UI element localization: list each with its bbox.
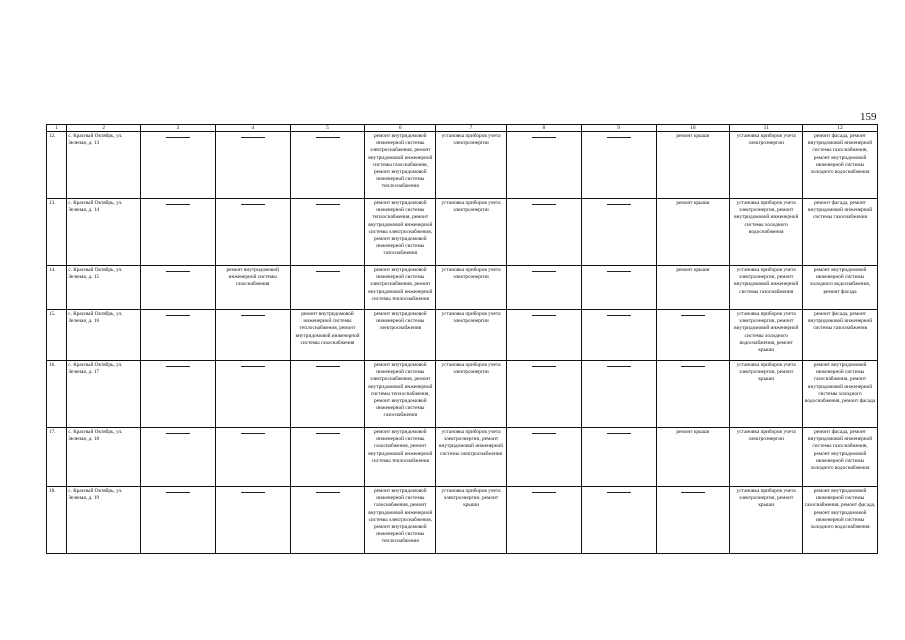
dash-placeholder xyxy=(166,271,190,272)
work-cell-c12: ремонт фасада, ремонт внутридомовой инженерной системы газоснабжения xyxy=(803,310,878,361)
dash-placeholder xyxy=(607,433,631,434)
work-cell-c10 xyxy=(656,361,730,428)
address-cell: с. Красный Октябрь, ул. Зеленая, д. 15 xyxy=(67,266,141,310)
table-row xyxy=(47,310,878,361)
work-cell-c11: установка приборов учета электроэнергии, ремонт крыши xyxy=(730,361,803,428)
column-header: 6 xyxy=(365,125,436,132)
work-cell-c7: установка приборов учета электроэнергии, ремонт внутридомовой инженерной системы электроснабжения xyxy=(436,428,507,487)
work-cell-c7: установка приборов учета электроэнергии xyxy=(436,361,507,428)
work-cell-c6: ремонт внутридомовой инженерной системы теплоснабжения, ремонт внутридомовой инженерной системы электроснабжения, ремонт внутридомовой инженерной системы газоснабжения xyxy=(365,199,436,266)
dash-placeholder xyxy=(166,315,190,316)
column-header: 4 xyxy=(215,125,290,132)
work-cell-c7: установка приборов учета электроэнергии xyxy=(436,310,507,361)
table-row xyxy=(47,487,878,554)
table-row xyxy=(47,199,878,266)
work-cell-c5: ремонт внутридомовой инженерной системы теплоснабжения, ремонт внутридомовой инженерной системы газоснабжения xyxy=(290,310,365,361)
column-header: 1 xyxy=(47,125,67,132)
work-cell-c3 xyxy=(141,310,216,361)
row-number-cell: 18. xyxy=(47,487,67,554)
dash-placeholder xyxy=(607,271,631,272)
table-header-row xyxy=(47,125,878,132)
work-cell-c12: ремонт фасада, ремонт внутридомовой инженерной системы газоснабжения, ремонт внутридомовой инженерной системы холодного водоснабжения xyxy=(803,428,878,487)
address-cell: с. Красный Октябрь, ул. Зеленая, д. 17 xyxy=(67,361,141,428)
column-header: 3 xyxy=(141,125,216,132)
address-cell: с. Красный Октябрь, ул. Зеленая, д. 18 xyxy=(67,428,141,487)
dash-placeholder xyxy=(532,204,556,205)
dash-placeholder xyxy=(241,315,265,316)
repair-schedule-table xyxy=(46,124,878,554)
dash-placeholder xyxy=(607,315,631,316)
dash-placeholder xyxy=(316,204,340,205)
work-cell-c6: ремонт внутридомовой инженерной системы электроснабжения, ремонт внутридомовой инженерной системы теплоснабжения xyxy=(365,266,436,310)
dash-placeholder xyxy=(316,271,340,272)
column-header: 11 xyxy=(730,125,803,132)
work-cell-c12: ремонт внутридомовой инженерной системы газоснабжения, ремонт внутридомовой инженерной системы холодного водоснабжения, ремонт фасада xyxy=(803,361,878,428)
work-cell-c8 xyxy=(506,428,581,487)
address-cell: с. Красный Октябрь, ул. Зеленая, д. 14 xyxy=(67,199,141,266)
work-cell-c9 xyxy=(581,310,656,361)
work-cell-c6: ремонт внутридомовой инженерной системы газоснабжения, ремонт внутридомовой инженерной системы электроснабжения, ремонт внутридомовой инженерной системы теплоснабжения xyxy=(365,487,436,554)
work-cell-c10 xyxy=(656,310,730,361)
page-number: 159 xyxy=(860,111,877,123)
work-cell-c9 xyxy=(581,266,656,310)
work-cell-c3 xyxy=(141,487,216,554)
dash-placeholder xyxy=(681,366,705,367)
dash-placeholder xyxy=(166,137,190,138)
dash-placeholder xyxy=(532,433,556,434)
work-cell-c9 xyxy=(581,199,656,266)
dash-placeholder xyxy=(681,315,705,316)
work-cell-c11: установка приборов учета электроэнергии, ремонт внутридомовой инженерной системы газоснабжения xyxy=(730,266,803,310)
work-cell-c8 xyxy=(506,310,581,361)
work-cell-c9 xyxy=(581,361,656,428)
work-cell-c4 xyxy=(215,199,290,266)
work-cell-c12: ремонт внутридомовой инженерной системы газоснабжения, ремонт фасада, ремонт внутридомовой инженерной системы холодного водоснабжения xyxy=(803,487,878,554)
table-row xyxy=(47,132,878,199)
dash-placeholder xyxy=(166,433,190,434)
work-cell-c6: ремонт внутридомовой инженерной системы электроснабжения xyxy=(365,310,436,361)
work-cell-c12: ремонт фасада, ремонт внутридомовой инженерной системы газоснабжения, ремонт внутридомовой инженерной системы холодного водоснабжения xyxy=(803,132,878,199)
work-cell-c6: ремонт внутридомовой инженерной системы электроснабжения, ремонт внутридомовой инженерной системы теплоснабжения, ремонт внутридомовой инженерной системы газоснабжения xyxy=(365,361,436,428)
work-cell-c3 xyxy=(141,266,216,310)
work-cell-c4: ремонт внутридомовой инженерной системы газоснабжения xyxy=(215,266,290,310)
column-header: 12 xyxy=(803,125,878,132)
dash-placeholder xyxy=(532,271,556,272)
column-header: 7 xyxy=(436,125,507,132)
work-cell-c7: установка приборов учета электроэнергии, ремонт крыши xyxy=(436,487,507,554)
work-cell-c3 xyxy=(141,361,216,428)
table-row xyxy=(47,266,878,310)
work-cell-c12: ремонт внутридомовой инженерной системы холодного водоснабжения, ремонт фасада xyxy=(803,266,878,310)
dash-placeholder xyxy=(607,492,631,493)
column-header: 2 xyxy=(67,125,141,132)
work-cell-c10: ремонт крыши xyxy=(656,132,730,199)
table-row xyxy=(47,361,878,428)
row-number-cell: 13. xyxy=(47,199,67,266)
work-cell-c10: ремонт крыши xyxy=(656,199,730,266)
work-cell-c4 xyxy=(215,310,290,361)
dash-placeholder xyxy=(241,366,265,367)
work-cell-c8 xyxy=(506,487,581,554)
dash-placeholder xyxy=(607,204,631,205)
address-cell: с. Красный Октябрь, ул. Зеленая, д. 16 xyxy=(67,310,141,361)
dash-placeholder xyxy=(607,366,631,367)
dash-placeholder xyxy=(316,137,340,138)
work-cell-c4 xyxy=(215,361,290,428)
table-row xyxy=(47,428,878,487)
work-cell-c8 xyxy=(506,266,581,310)
work-cell-c11: установка приборов учета электроэнергии xyxy=(730,428,803,487)
work-cell-c3 xyxy=(141,428,216,487)
dash-placeholder xyxy=(241,433,265,434)
work-cell-c5 xyxy=(290,361,365,428)
work-cell-c10: ремонт крыши xyxy=(656,266,730,310)
dash-placeholder xyxy=(532,315,556,316)
work-cell-c10: ремонт крыши xyxy=(656,428,730,487)
dash-placeholder xyxy=(532,492,556,493)
work-cell-c3 xyxy=(141,132,216,199)
dash-placeholder xyxy=(241,137,265,138)
work-cell-c12: ремонт фасада, ремонт внутридомовой инженерной системы газоснабжения xyxy=(803,199,878,266)
row-number-cell: 15. xyxy=(47,310,67,361)
work-cell-c3 xyxy=(141,199,216,266)
row-number-cell: 16. xyxy=(47,361,67,428)
work-cell-c11: установка приборов учета электроэнергии xyxy=(730,132,803,199)
work-cell-c8 xyxy=(506,199,581,266)
work-cell-c5 xyxy=(290,132,365,199)
dash-placeholder xyxy=(241,204,265,205)
work-cell-c7: установка приборов учета электроэнергии xyxy=(436,132,507,199)
work-cell-c10 xyxy=(656,487,730,554)
work-cell-c5 xyxy=(290,487,365,554)
column-header: 10 xyxy=(656,125,730,132)
work-cell-c6: ремонт внутридомовой инженерной системы электроснабжения, ремонт внутридомовой инженерной системы газоснабжения, ремонт внутридомовой инженерной системы теплоснабжения xyxy=(365,132,436,199)
row-number-cell: 17. xyxy=(47,428,67,487)
work-cell-c11: установка приборов учета электроэнергии, ремонт внутридомовой инженерной системы холодного водоснабжения xyxy=(730,199,803,266)
work-cell-c8 xyxy=(506,361,581,428)
dash-placeholder xyxy=(166,366,190,367)
dash-placeholder xyxy=(316,366,340,367)
dash-placeholder xyxy=(607,137,631,138)
dash-placeholder xyxy=(532,366,556,367)
row-number-cell: 12. xyxy=(47,132,67,199)
work-cell-c8 xyxy=(506,132,581,199)
work-cell-c9 xyxy=(581,487,656,554)
dash-placeholder xyxy=(241,492,265,493)
work-cell-c7: установка приборов учета электроэнергии xyxy=(436,199,507,266)
work-cell-c4 xyxy=(215,487,290,554)
work-cell-c5 xyxy=(290,428,365,487)
work-cell-c4 xyxy=(215,428,290,487)
column-header: 5 xyxy=(290,125,365,132)
work-cell-c7: установка приборов учета электроэнергии xyxy=(436,266,507,310)
dash-placeholder xyxy=(532,137,556,138)
dash-placeholder xyxy=(166,204,190,205)
work-cell-c9 xyxy=(581,132,656,199)
work-cell-c4 xyxy=(215,132,290,199)
address-cell: с. Красный Октябрь, ул. Зеленая, д. 19 xyxy=(67,487,141,554)
address-cell: с. Красный Октябрь, ул. Зеленая, д. 13 xyxy=(67,132,141,199)
dash-placeholder xyxy=(681,492,705,493)
dash-placeholder xyxy=(166,492,190,493)
dash-placeholder xyxy=(316,492,340,493)
column-header: 8 xyxy=(506,125,581,132)
column-header: 9 xyxy=(581,125,656,132)
work-cell-c5 xyxy=(290,199,365,266)
work-cell-c11: установка приборов учета электроэнергии, ремонт внутридомовой инженерной системы холодного водоснабжения, ремонт крыши xyxy=(730,310,803,361)
work-cell-c9 xyxy=(581,428,656,487)
dash-placeholder xyxy=(316,433,340,434)
work-cell-c5 xyxy=(290,266,365,310)
row-number-cell: 14. xyxy=(47,266,67,310)
work-cell-c6: ремонт внутридомовой инженерной системы газоснабжения, ремонт внутридомовой инженерной системы теплоснабжения xyxy=(365,428,436,487)
work-cell-c11: установка приборов учета электроэнергии, ремонт крыши xyxy=(730,487,803,554)
